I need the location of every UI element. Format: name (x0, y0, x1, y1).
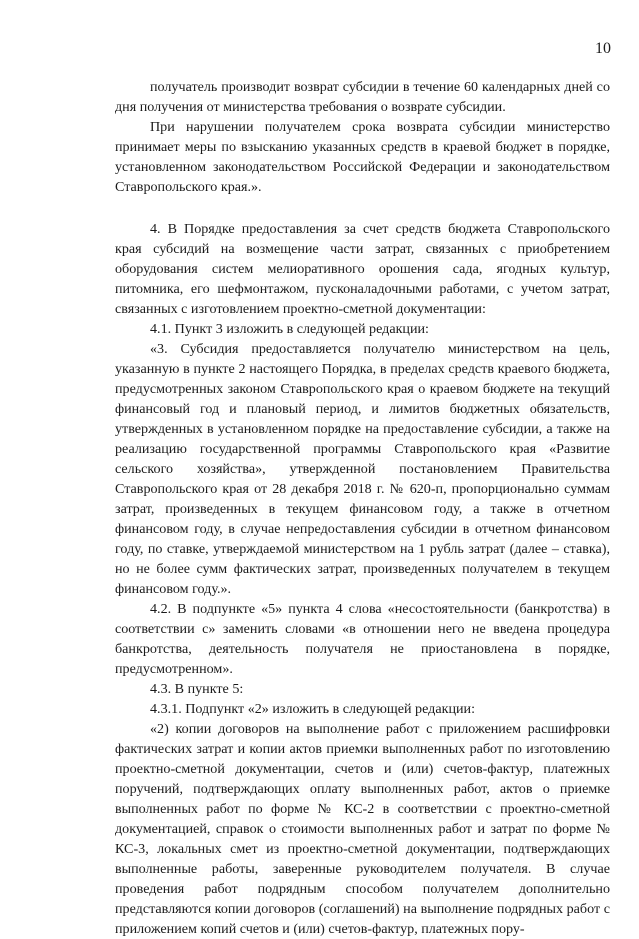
paragraph-item-4-2: 4.2. В подпункте «5» пункта 4 слова «несостоятельности (банкротства) в соответствии с» заменить словами «в отношении него не введена процедура банкротства, деятельность получателя не приостановлена в порядке, предусмотренном». (115, 601, 610, 677)
paragraph-subitem-2-text: «2) копии договоров на выполнение работ с приложением расшифровки фактических затрат и копии актов приемки выполненных работ по изготовлению проектно-сметной документации, счетов и (или) счетов-фактур, платежных поручений, подтверждающих оплату выполненных работ, актов о приемке выполненных работ по форме № КС-2 в соответствии с проектно-сметной документацией, справок о стоимости выполненных работ и затрат по форме № КС-3, локальных смет из проектно-сметной документации, подтверждающих выполненные работы, заверенные руководителем получателя. В случае проведения работ подрядным способом получателем дополнительно представляются копии договоров (соглашений) на выполнение подрядных работ с приложением копий счетов и (или) счетов-фактур, платежных пору- (115, 721, 610, 937)
paragraph-item-4-3: 4.3. В пункте 5: (150, 681, 244, 697)
page-number: 10 (595, 40, 611, 57)
paragraph-item-4-1: 4.1. Пункт 3 изложить в следующей редакции: (150, 321, 429, 337)
document-body (115, 77, 610, 939)
paragraph-item-4-3-1: 4.3.1. Подпункт «2» изложить в следующей редакции: (150, 701, 475, 717)
paragraph-violation-measures: При нарушении получателем срока возврата субсидии министерство принимает меры по взысканию указанных средств в краевой бюджет в порядке, установленном законодательством Российской Федерации и законодательством Ставропольского края.». (115, 119, 610, 195)
paragraph-return-deadline: получатель производит возврат субсидии в течение 60 календарных дней со дня получения от министерства требования о возврате субсидии. (115, 79, 610, 115)
paragraph-item-4: 4. В Порядке предоставления за счет средств бюджета Ставропольского края субсидий на возмещение части затрат, связанных с приобретением оборудования систем мелиоративного орошения сада, ягодных культур, питомника, его шефмонтажом, пусконаладочными работами, с учетом затрат, связанных с изготовлением проектно-сметной документации: (115, 221, 610, 317)
paragraph-item-3-text: «3. Субсидия предоставляется получателю министерством на цель, указанную в пункте 2 настоящего Порядка, в пределах средств краевого бюджета, предусмотренных законом Ставропольского края о краевом бюджете на текущий финансовый год и плановый период, и лимитов бюджетных обязательств, утвержденных в установленном порядке на предоставление субсидии, а также на реализацию государственной программы Ставропольского края «Развитие сельского хозяйства», утвержденной постановлением Правительства Ставропольского края от 28 декабря 2018 г. № 620-п, пропорционально суммам затрат, произведенных в текущем финансовом году, а также в отчетном финансовом году, в случае непредоставления субсидии в отчетном финансовом году, по ставке, утверждаемой министерством на 1 рубль затрат (далее – ставка), но не более сумм фактических затрат, произведенных получателем в текущем финансовом году.». (115, 341, 610, 597)
